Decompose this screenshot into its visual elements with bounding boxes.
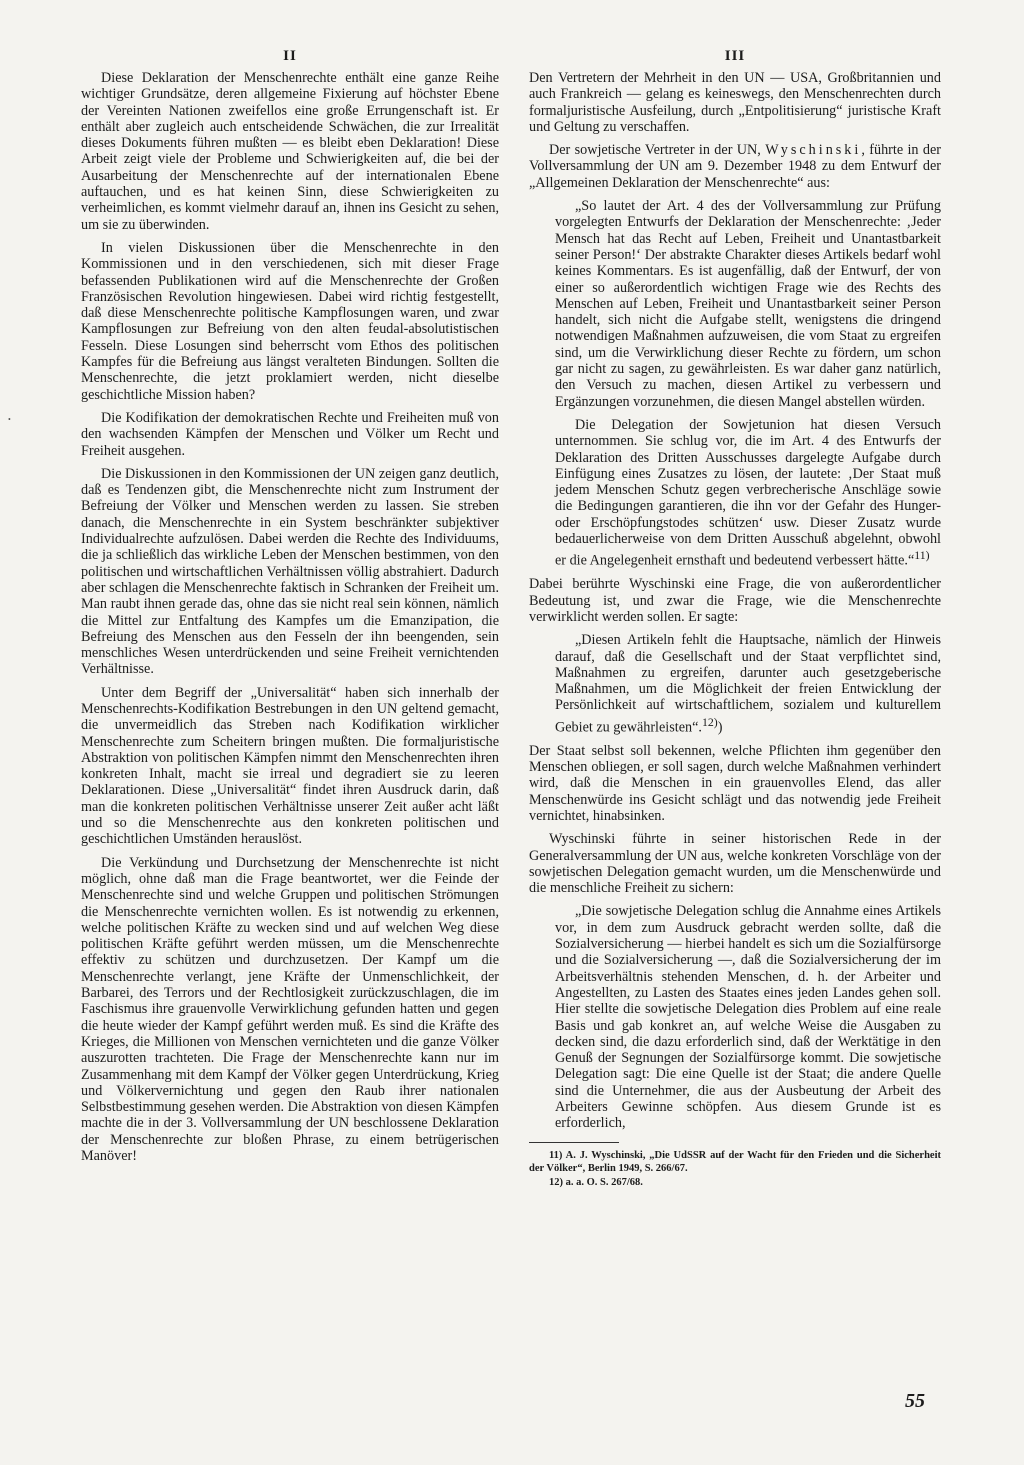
text-run: Die Delegation der Sowjetunion hat diesen Versuch unternommen. Sie schlug vor, die im Art. 4 des Entwurfs der Deklaration des Dritten Ausschusses dargelegte Aufgabe durch Einfügung eines Zusatzes zu lösen, der lautete: ‚Der Staat muß jedem Menschen Schutz gegen verbrecherische Anschläge sowie die Bedingungen garantieren, die ihn vor der Gefahr des Hunger- oder Erschöpfungstodes schützen‘ usw. Dieser Zusatz wurde bedauerlicherweise von dem Dritten Ausschuß abgelehnt, obwohl er die Angelegenheit ernsthaft und bedeutend verbessert hätte.“ bbox=[555, 416, 941, 570]
footnote-ref: 12) bbox=[701, 714, 718, 729]
paragraph: Der Staat selbst soll bekennen, welche Pflichten ihm gegenüber den Menschen obliegen, er soll sagen, durch welche Maßnahmen verhindert wird, daß die Menschen in ein grauenvolles Elend, das aller Menschenwürde ins Gesicht schlägt und das notwendig jede Freiheit vernichtet, hinabsinken. bbox=[529, 742, 941, 824]
quote-paragraph bbox=[555, 417, 941, 569]
paragraph: Diese Deklaration der Menschenrechte enthält eine ganze Reihe wichtiger Grundsätze, deren allgemeine Fixierung auf höchster Ebene der Vereinten Nationen zweifellos eine große Errungenschaft ist. Er enthält aber zugleich auch entscheidende Schwächen, die zur Irrealität dieses Dokuments führen mußten — es bleibt eben Deklaration! Diese Arbeit zeigt viele der Probleme und Schwierigkeiten auf, die bei der Ausarbeitung der Menschenrechte auf der internationalen Ebene auftauchen, und es hat keinen Sinn, diese Schwierigkeiten zu verheimlichen, es kommt vielmehr darauf an, ihnen ins Gesicht zu sehen, um sie zu überwinden. bbox=[81, 70, 499, 233]
footnotes bbox=[529, 1149, 941, 1189]
speaker-name: Wyschinski bbox=[765, 142, 862, 159]
footnote-rule bbox=[529, 1142, 619, 1143]
footnote-ref: 11) bbox=[914, 548, 930, 563]
paragraph: Dabei berührte Wyschinski eine Frage, die von außerordentlicher Bedeutung ist, und zwar die Frage, wie die Menschenrechte verwirklicht werden sollen. Er sagte: bbox=[529, 576, 941, 625]
block-quote bbox=[555, 632, 941, 736]
paragraph: Unter dem Begriff der „Universalität“ haben sich innerhalb der Menschenrechts-Kodifikation Bestrebungen in den UN geltend gemacht, die unvermeidlich das Streben nach Kodifikation wirklicher Menschenrechte zum Scheitern bringen mußten. Die formaljuristische Abstraktion von politischen Kämpfen nimmt den Menschenrechten ihren konkreten Inhalt, macht sie irreal und degradiert sie zu leeren Deklarationen. Diese „Universalität“ findet ihren Ausdruck darin, daß man die konkreten politischen Verhältnisse unserer Zeit außer acht läßt und so die Menschenrechte aus den konkreten politischen und geschichtlichen Umständen herauslöst. bbox=[81, 684, 499, 848]
paragraph: In vielen Diskussionen über die Menschenrechte in den Kommissionen und in den verschiedenen, sich mit dieser Frage befassenden Publikationen wird auf die Menschenrechte der Großen Französischen Revolution hingewiesen. Dabei wird richtig festgestellt, daß diese Menschenrechte politische Kampflosungen waren, und zwar Kampflosungen zur Befreiung von den alten feudal-absolutistischen Fesseln. Diese Losungen sind beherrscht vom Ethos des politischen Kampfes für die Befreiung aus längst veralteten Bindungen. Sollten die Menschenrechte, die jetzt proklamiert werden, nicht dieselbe geschichtliche Mission haben? bbox=[81, 239, 499, 403]
quote-paragraph: „Diesen Artikeln fehlt die Hauptsache, nämlich der Hinweis darauf, daß die Gesellschaft und der Staat verpflichtet sind, Maßnahmen zu ergreifen, darunter auch gesetzgeberische Maßnahmen, um die Möglichkeit der freien Entwicklung der Persönlichkeit auf wirtschaftlichem, sozialem und kulturellem Gebiet zu gewährleisten“.$^{12)}$) bbox=[555, 632, 941, 736]
block-quote bbox=[555, 198, 941, 569]
text-run: , führte in der Vollversammlung der UN am 9. Dezember 1948 zu dem Entwurf der „Allgemeinen Deklaration der Menschenrechte“ aus: bbox=[529, 142, 942, 191]
paragraph: Den Vertretern der Mehrheit in den UN — USA, Großbritannien und auch Frankreich — gelang es keineswegs, den Menschenrechten durch formaljuristische Ausfeilung, durch „Entpolitisierung“ juristische Kraft und Geltung zu verschaffen. bbox=[529, 70, 941, 135]
footnote: 12) a. a. O. S. 267/68. bbox=[549, 1176, 643, 1188]
section-number-right: III bbox=[724, 48, 746, 64]
section-number-left: II bbox=[283, 48, 297, 64]
paragraph: Wyschinski führte in seiner historischen Rede in der Generalversammlung der UN aus, welche konkreten Vorschläge von der sowjetischen Delegation gemacht wurden, um die Menschenwürde und die menschliche Freiheit zu sichern: bbox=[529, 831, 941, 897]
quote-paragraph: „Die sowjetische Delegation schlug die Annahme eines Artikels vor, in dem zum Ausdruck gebracht werden sollte, daß die Sozialversicherung — hierbei handelt es sich um die Sozialfürsorge und die Sozialversicherung —, daß die Sozialversicherung der im Arbeitsverhältnis stehenden Menschen, d. h. der Arbeiter und Angestellten, zu Lasten des Staates eines jeden Landes gehen soll. Hier stellte die sowjetische Delegation dies Problem auf eine reale Basis und gab konkret an, auf welche Weise die Ausgaben zu decken sind, die dazu erforderlich sind, daß der Werktätige in den Genuß der Segnungen der Sozialfürsorge kommt. Die sowjetische Delegation sagt: Die eine Quelle ist der Staat; die andere Quelle sind die Unternehmer, die aus der Ausbeutung der Arbeit des Arbeiters Gewinne schöpfen. Aus diesem Grunde ist es erforderlich, bbox=[555, 903, 941, 1132]
text-run: Der sowjetische Vertreter in der UN, bbox=[549, 142, 766, 159]
footnote: 11) A. J. Wyschinski, „Die UdSSR auf der Wacht für den Frieden und die Sicherheit der Völker“, Berlin 1949, S. 266/67. bbox=[529, 1149, 941, 1174]
margin-dot: • bbox=[8, 415, 11, 424]
left-column bbox=[81, 48, 499, 1171]
quote-paragraph: „So lautet der Art. 4 des der Vollversammlung zur Prüfung vorgelegten Entwurfs der Deklaration der Menschenrechte: ‚Jeder Mensch hat das Recht auf Leben, Freiheit und Unantastbarkeit seiner Person!‘ Der abstrakte Charakter dieses Artikels bedarf wohl keines Kommentars. Es ist augenfällig, daß der Entwurf, der von einer so außerordentlich wichtigen Frage wie des Rechts des Menschen auf Leben, Freiheit und Unantastbarkeit seiner Person handelt, sich nicht die Aufgabe stellt, wenigstens die dringend notwendigen Maßnahmen aufzuweisen, die vom Staat zu ergreifen sind, um die Verwirklichung dieser Rechte zu fördern, um schon gar nicht zu sagen, zu gewährleisten. Es war daher ganz natürlich, den Versuch zu machen, diesen Artikel zu verbessern und Ergänzungen vorzunehmen, die diesen Mangel abstellen würden. bbox=[555, 198, 941, 410]
right-column bbox=[529, 48, 941, 1190]
text-run: „Diesen Artikeln fehlt die Hauptsache, nämlich der Hinweis darauf, daß die Gesellschaft und der Staat verpflichtet sind, Maßnahmen zu ergreifen, darunter auch gesetzgeberische Maßnahmen, um die Möglichkeit der freien Entwicklung der Persönlichkeit auf wirtschaftlichem, sozialem und kulturellem Gebiet zu gewährleisten“. bbox=[555, 632, 941, 736]
block-quote bbox=[555, 903, 941, 1131]
paragraph: Die Kodifikation der demokratischen Rechte und Freiheiten muß von den wachsenden Kämpfen der Menschen und Völker um Recht und Freiheit ausgehen. bbox=[81, 409, 499, 459]
paragraph: Die Diskussionen in den Kommissionen der UN zeigen ganz deutlich, daß es Tendenzen gibt, die Menschenrechte nicht zum Instrument der Befreiung der Völker und Menschen werden zu lassen. Sie streben danach, die Menschenrechte in ein System beschränkter subjektiver Individualrechte aufzulösen. Dabei werden die Rechte des Individuums, die ja schließlich das wirkliche Leben der Menschen bestimmen, von den politischen und wirtschaftlichen Verhältnissen völlig abstrahiert. Dadurch aber schlagen die Menschenrechte faktisch in Schranken der Freiheit um. Man raubt ihnen gerade das, ohne das sie nicht real sein können, nämlich die Mittel zur Entfaltung des Kampfes um die Emanzipation, die Befreiung des Menschen aus den Fesseln der ihn beengenden, sein menschliches Wesen unterdrückenden und seine Freiheit vernichtenden Verhältnisse. bbox=[81, 465, 499, 678]
page-number: 55 bbox=[905, 1390, 925, 1412]
paragraph bbox=[529, 142, 941, 191]
paragraph: Die Verkündung und Durchsetzung der Menschenrechte ist nicht möglich, ohne daß man die Frage beantwortet, wer die Feinde der Menschenrechte sind und welche Gruppen und politischen Strömungen die Menschenrechte vernichten wollen. Es ist notwendig zu erkennen, welche politischen Kräfte zu wecken sind und auf welchen Weg diese politischen Kräfte geführt werden müssen, um die Menschenrechte effektiv zu schützen und durchzusetzen. Der Kampf um die Menschenrechte verlangt, jene Kräfte der Unmenschlichkeit, der Barbarei, des Terrors und der Rechtlosigkeit zurückzuschlagen, die im Faschismus ihre grauenvolle Verwirklichung gefunden hatten und gegen die heute wieder der Kampf geführt werden muß. Es sind die Kräfte des Krieges, die Millionen von Menschen vernichteten und die ganze Völker auszurotten trachteten. Die Frage der Menschenrechte kann nur im Zusammenhang mit dem Kampf der Völker gegen Unterdrückung, Krieg und Völkervernichtung und gegen den Raub ihrer nationalen Selbstbestimmung gesehen werden. Die Abstraktion von diesen Kämpfen machte die in der 3. Vollversammlung der UN beschlossene Deklaration der Menschenrechte zur bloßen Phrase, zu einem betrügerischen Manöver! bbox=[81, 854, 499, 1164]
